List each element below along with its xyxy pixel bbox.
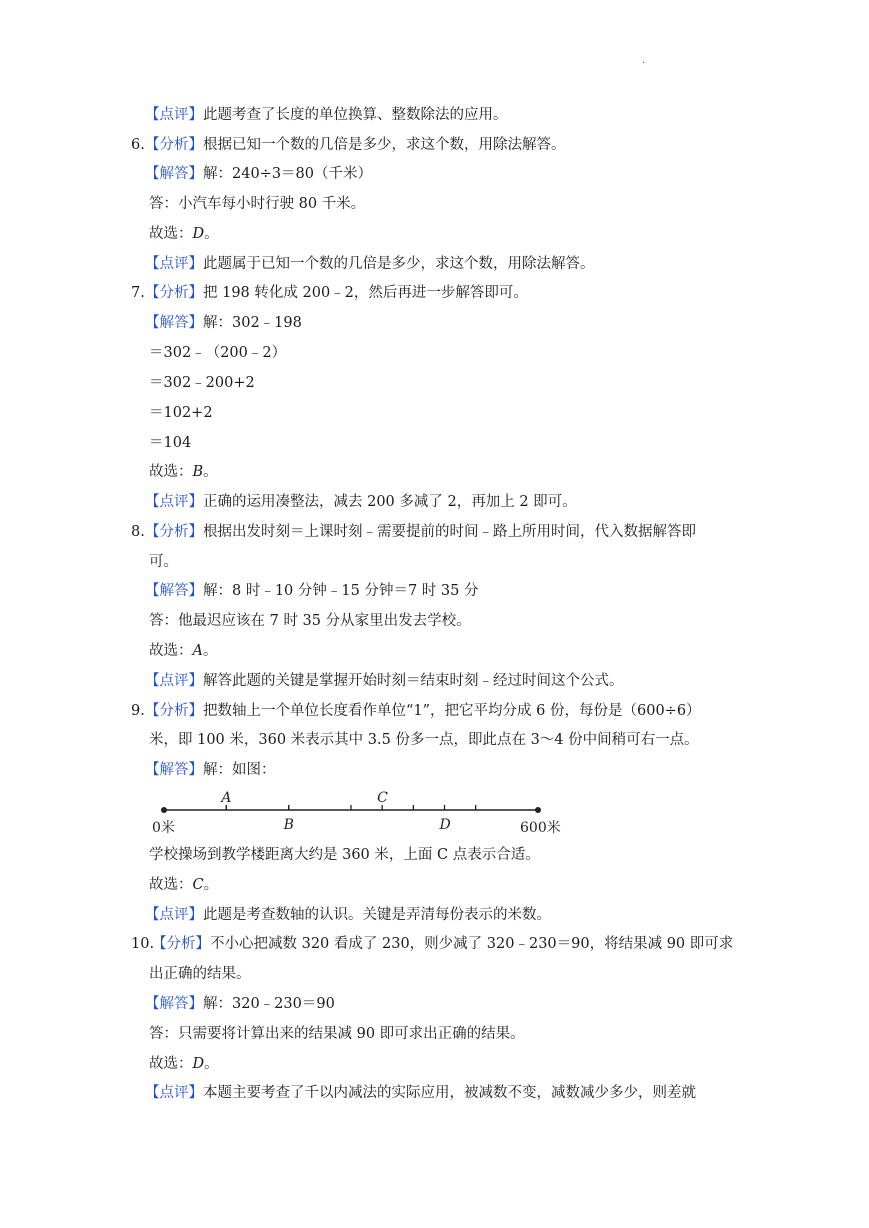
line-text: ＝104	[149, 435, 192, 451]
number-line-end-label: 600米	[520, 820, 561, 836]
analysis-line	[145, 135, 566, 155]
number-line-start-dot	[161, 807, 167, 813]
analysis-line	[145, 701, 701, 721]
choice-line	[149, 462, 218, 482]
plain-line	[149, 403, 213, 423]
comment-line	[145, 905, 551, 925]
number-line-end-dot	[535, 807, 541, 813]
choice-suffix: 。	[203, 877, 219, 893]
line-text: 本题主要考查了千以内减法的实际应用，被减数不变，减数减少多少，则差就	[203, 1085, 696, 1101]
plain-line	[149, 343, 286, 363]
line-text: 答：他最迟应该在 7 时 35 分从家里出发去学校。	[149, 613, 471, 629]
comment-tag: 【点评】	[145, 1085, 203, 1101]
comment-tag: 【点评】	[145, 256, 203, 272]
choice-letter: D	[192, 1056, 205, 1072]
line-text: 解：302﹣198	[203, 315, 302, 331]
choice-suffix: 。	[202, 643, 218, 659]
line-text: 解答此题的关键是掌握开始时刻＝结束时刻﹣经过时间这个公式。	[203, 673, 624, 689]
number-line-point-label: B	[283, 817, 294, 833]
choice-suffix: 。	[203, 464, 218, 480]
question-number: 7.	[131, 285, 145, 301]
choice-suffix: 。	[204, 226, 219, 242]
choice-prefix: 故选：	[149, 1056, 193, 1072]
line-text: 不小心把减数 320 看成了 230，则少减了 320﹣230＝90，将结果减 90 即可求	[210, 936, 734, 952]
line-text: 解：8 时﹣10 分钟﹣15 分钟＝7 时 35 分	[203, 583, 479, 599]
plain-line	[149, 730, 699, 750]
choice-prefix: 故选：	[149, 643, 193, 659]
comment-tag: 【点评】	[145, 673, 203, 689]
question-number: 6.	[131, 137, 145, 153]
analysis-tag: 【分析】	[145, 285, 203, 301]
plain-line	[149, 611, 471, 631]
choice-prefix: 故选：	[149, 226, 193, 242]
line-text: ＝102+2	[149, 405, 213, 421]
number-line-point-label: A	[221, 790, 232, 806]
comment-tag: 【点评】	[145, 494, 203, 510]
choice-line	[149, 224, 219, 244]
question-number: 10.	[131, 936, 155, 952]
line-text: 此题属于已知一个数的几倍是多少，求这个数，用除法解答。	[203, 256, 595, 272]
analysis-line	[145, 283, 528, 303]
plain-line	[149, 964, 251, 984]
analysis-tag: 【分析】	[145, 524, 203, 540]
comment-line	[145, 492, 577, 512]
answer-line	[145, 313, 302, 333]
answer-line	[145, 760, 276, 780]
choice-letter: B	[192, 464, 204, 480]
comment-tag: 【点评】	[145, 907, 203, 923]
comment-tag: 【点评】	[145, 107, 203, 123]
analysis-tag: 【分析】	[145, 137, 203, 153]
number-line-point-label: D	[439, 817, 451, 833]
analysis-tag: 【分析】	[152, 936, 210, 952]
choice-line	[149, 1054, 219, 1074]
line-text: 解：如图：	[203, 762, 276, 778]
comment-line	[145, 671, 624, 691]
answer-line	[145, 994, 335, 1014]
choice-letter: A	[192, 643, 203, 659]
number-line-start-label: 0米	[152, 820, 175, 836]
question-number: 9.	[131, 703, 145, 719]
line-text: 把 198 转化成 200﹣2，然后再进一步解答即可。	[203, 285, 528, 301]
analysis-line	[152, 934, 733, 954]
choice-letter: D	[192, 226, 205, 242]
choice-line	[149, 875, 218, 895]
answer-tag: 【解答】	[145, 583, 203, 599]
line-text: 解：240÷3＝80（千米）	[203, 166, 373, 182]
comment-line	[145, 254, 595, 274]
plain-line	[149, 1024, 525, 1044]
choice-line	[149, 641, 217, 661]
analysis-tag: 【分析】	[145, 703, 203, 719]
line-text: 根据出发时刻＝上课时刻﹣需要提前的时间﹣路上所用时间，代入数据解答即	[203, 524, 696, 540]
answer-line	[145, 581, 478, 601]
answer-tag: 【解答】	[145, 166, 203, 182]
number-line-point-label: C	[377, 790, 388, 806]
choice-prefix: 故选：	[149, 464, 193, 480]
choice-suffix: 。	[204, 1056, 219, 1072]
question-number: 8.	[131, 524, 145, 540]
choice-prefix: 故选：	[149, 877, 193, 893]
line-text: 答：只需要将计算出来的结果减 90 即可求出正确的结果。	[149, 1026, 525, 1042]
line-text: 解：320﹣230＝90	[203, 996, 335, 1012]
plain-line	[149, 552, 178, 572]
line-text: 学校操场到教学楼距离大约是 360 米，上面 C 点表示合适。	[149, 847, 540, 863]
line-text: 正确的运用凑整法，减去 200 多减了 2，再加上 2 即可。	[203, 494, 577, 510]
number-line-figure	[150, 788, 570, 838]
plain-line	[149, 433, 191, 453]
line-text: ＝302﹣200+2	[149, 375, 255, 391]
line-text: 此题考查了长度的单位换算、整数除法的应用。	[203, 107, 508, 123]
line-text: 答：小汽车每小时行驶 80 千米。	[149, 196, 366, 212]
plain-line	[149, 373, 255, 393]
answer-line	[145, 164, 372, 184]
page-dot: ·	[642, 58, 646, 69]
line-text: 可。	[149, 554, 178, 570]
line-text: 根据已知一个数的几倍是多少，求这个数，用除法解答。	[203, 137, 566, 153]
comment-line	[145, 105, 508, 125]
answer-tag: 【解答】	[145, 996, 203, 1012]
comment-line	[145, 1083, 696, 1103]
choice-letter: C	[192, 877, 204, 893]
line-text: ＝302﹣（200﹣2）	[149, 345, 287, 361]
line-text: 把数轴上一个单位长度看作单位“1”，把它平均分成 6 份，每份是（600÷6）	[203, 703, 701, 719]
answer-tag: 【解答】	[145, 315, 203, 331]
line-text: 出正确的结果。	[149, 966, 251, 982]
analysis-line	[145, 522, 696, 542]
plain-line	[149, 194, 365, 214]
plain-line	[149, 845, 540, 865]
line-text: 此题是考查数轴的认识。关键是弄清每份表示的米数。	[203, 907, 551, 923]
answer-tag: 【解答】	[145, 762, 203, 778]
line-text: 米，即 100 米，360 米表示其中 3.5 份多一点，即此点在 3～4 份中间稍可右一点。	[149, 732, 699, 748]
